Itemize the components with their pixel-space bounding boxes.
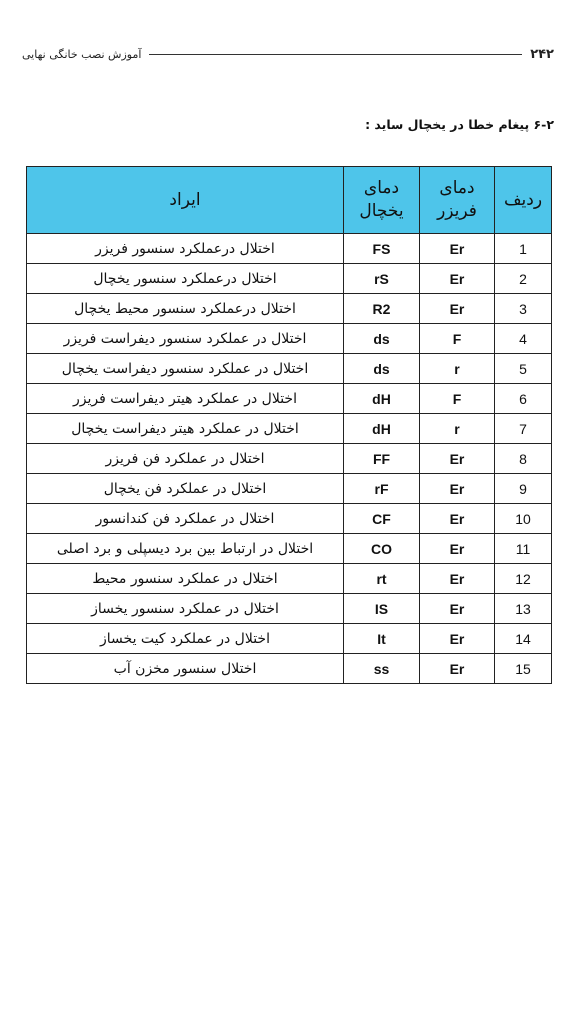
fridge-temp-code: CO bbox=[344, 534, 420, 564]
freezer-temp-code: Er bbox=[420, 294, 495, 324]
freezer-temp-code: Er bbox=[420, 474, 495, 504]
fault-description: اختلال درعملکرد سنسور یخچال bbox=[27, 264, 344, 294]
fault-description: اختلال در عملکرد سنسور محیط bbox=[27, 564, 344, 594]
fridge-temp-code: R2 bbox=[344, 294, 420, 324]
fridge-temp-code: dH bbox=[344, 414, 420, 444]
fridge-temp-code: dH bbox=[344, 384, 420, 414]
table-row bbox=[27, 474, 552, 504]
freezer-temp-code: Er bbox=[420, 504, 495, 534]
table-row bbox=[27, 234, 552, 264]
header-fault: ایراد bbox=[27, 167, 344, 234]
fridge-temp-code: rF bbox=[344, 474, 420, 504]
table-row bbox=[27, 414, 552, 444]
fault-description: اختلال درعملکرد سنسور محیط یخچال bbox=[27, 294, 344, 324]
row-number: 13 bbox=[495, 594, 552, 624]
table-row bbox=[27, 264, 552, 294]
freezer-temp-code: Er bbox=[420, 594, 495, 624]
freezer-temp-code: Er bbox=[420, 234, 495, 264]
table-row bbox=[27, 624, 552, 654]
freezer-temp-code: Er bbox=[420, 534, 495, 564]
fault-description: اختلال در عملکرد سنسور دیفراست فریزر bbox=[27, 324, 344, 354]
fault-description: اختلال در عملکرد هیتر دیفراست فریزر bbox=[27, 384, 344, 414]
table-row bbox=[27, 324, 552, 354]
table-row bbox=[27, 384, 552, 414]
fault-description: اختلال سنسور مخزن آب bbox=[27, 654, 344, 684]
table-row bbox=[27, 444, 552, 474]
row-number: 6 bbox=[495, 384, 552, 414]
freezer-temp-code: F bbox=[420, 384, 495, 414]
fridge-temp-code: rS bbox=[344, 264, 420, 294]
freezer-temp-code: Er bbox=[420, 564, 495, 594]
fault-description: اختلال در ارتباط بین برد دیسپلی و برد اصلی bbox=[27, 534, 344, 564]
row-number: 2 bbox=[495, 264, 552, 294]
fridge-temp-code: FF bbox=[344, 444, 420, 474]
freezer-temp-code: r bbox=[420, 414, 495, 444]
fridge-temp-code: It bbox=[344, 624, 420, 654]
row-number: 12 bbox=[495, 564, 552, 594]
row-number: 1 bbox=[495, 234, 552, 264]
freezer-temp-code: Er bbox=[420, 624, 495, 654]
row-number: 8 bbox=[495, 444, 552, 474]
page-number: ۲۴۲ bbox=[530, 46, 554, 62]
row-number: 7 bbox=[495, 414, 552, 444]
fridge-temp-code: ss bbox=[344, 654, 420, 684]
fault-description: اختلال در عملکرد فن کندانسور bbox=[27, 504, 344, 534]
fridge-temp-code: CF bbox=[344, 504, 420, 534]
error-codes-table bbox=[26, 166, 552, 684]
fridge-temp-code: FS bbox=[344, 234, 420, 264]
table-row bbox=[27, 354, 552, 384]
table-row bbox=[27, 564, 552, 594]
row-number: 15 bbox=[495, 654, 552, 684]
table-header bbox=[27, 167, 552, 234]
section-title: ۶-۲ پیغام خطا در یخچال ساید : bbox=[365, 117, 554, 132]
row-number: 14 bbox=[495, 624, 552, 654]
row-number: 10 bbox=[495, 504, 552, 534]
row-number: 9 bbox=[495, 474, 552, 504]
header-divider bbox=[149, 54, 522, 55]
row-number: 4 bbox=[495, 324, 552, 354]
fridge-temp-code: ds bbox=[344, 354, 420, 384]
table-row bbox=[27, 654, 552, 684]
table-body bbox=[27, 234, 552, 684]
table-row bbox=[27, 594, 552, 624]
fault-description: اختلال در عملکرد فن فریزر bbox=[27, 444, 344, 474]
fridge-temp-code: ds bbox=[344, 324, 420, 354]
header-freezer-temp: دمای فریزر bbox=[420, 167, 495, 234]
freezer-temp-code: Er bbox=[420, 654, 495, 684]
table-row bbox=[27, 534, 552, 564]
table-row bbox=[27, 504, 552, 534]
row-number: 11 bbox=[495, 534, 552, 564]
fault-description: اختلال در عملکرد سنسور یخساز bbox=[27, 594, 344, 624]
fault-description: اختلال در عملکرد سنسور دیفراست یخچال bbox=[27, 354, 344, 384]
book-title: آموزش نصب خانگی نهایی bbox=[22, 47, 142, 61]
freezer-temp-code: F bbox=[420, 324, 495, 354]
fridge-temp-code: rt bbox=[344, 564, 420, 594]
header-row-number: ردیف bbox=[495, 167, 552, 234]
freezer-temp-code: r bbox=[420, 354, 495, 384]
row-number: 3 bbox=[495, 294, 552, 324]
table-row bbox=[27, 294, 552, 324]
freezer-temp-code: Er bbox=[420, 264, 495, 294]
fault-description: اختلال در عملکرد کیت یخساز bbox=[27, 624, 344, 654]
fault-description: اختلال در عملکرد هیتر دیفراست یخچال bbox=[27, 414, 344, 444]
fridge-temp-code: IS bbox=[344, 594, 420, 624]
freezer-temp-code: Er bbox=[420, 444, 495, 474]
fault-description: اختلال درعملکرد سنسور فریزر bbox=[27, 234, 344, 264]
header-fridge-temp: دمای یخچال bbox=[344, 167, 420, 234]
row-number: 5 bbox=[495, 354, 552, 384]
page-header bbox=[22, 42, 554, 66]
fault-description: اختلال در عملکرد فن یخچال bbox=[27, 474, 344, 504]
table-header-row bbox=[27, 167, 552, 234]
